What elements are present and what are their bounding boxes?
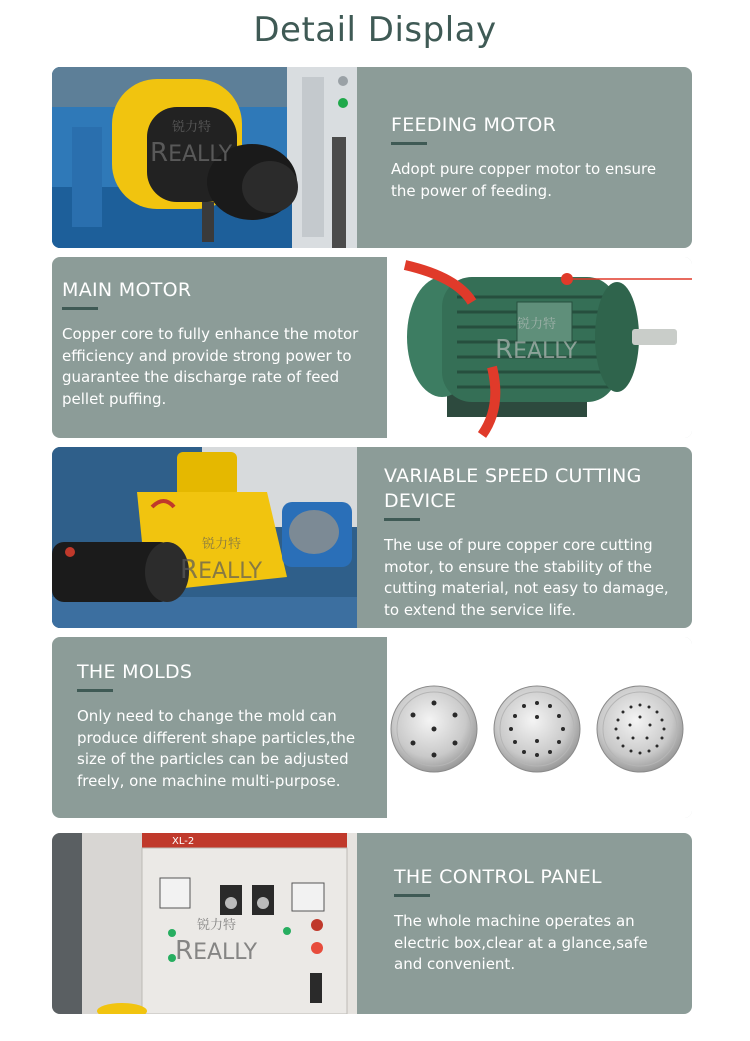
watermark-logo: REALLY 锐力特	[495, 317, 578, 365]
molds-card	[52, 637, 692, 818]
title-underline	[391, 142, 427, 145]
feeding-motor-card	[52, 67, 692, 248]
section-description: Copper core to fully enhance the motor efficiency and provide strong power to guarantee the discharge rate of feed pellet puffing.	[62, 325, 359, 408]
section-description: Only need to change the mold can produce different shape particles,the size of the particles can be adjusted freely, one machine multi-purpose.	[77, 707, 356, 790]
section-title: THE MOLDS	[77, 661, 193, 683]
cutting-device-text	[384, 464, 684, 621]
watermark-logo: REALLY 锐力特	[180, 537, 263, 585]
mold-disc-a	[391, 686, 477, 772]
title-underline	[394, 894, 430, 897]
mold-disc-c	[597, 686, 683, 772]
feeding-motor-text	[391, 113, 681, 202]
section-title: VARIABLE SPEED CUTTING DEVICE	[384, 465, 642, 512]
control-panel-text	[394, 865, 684, 976]
control-panel-card	[52, 833, 692, 1014]
main-motor-card	[52, 257, 692, 438]
main-motor-text	[62, 278, 387, 410]
molds-photo	[387, 637, 692, 818]
cutting-device-card	[52, 447, 692, 628]
watermark-logo: REALLY 锐力特	[175, 918, 258, 966]
section-title: THE CONTROL PANEL	[394, 866, 602, 888]
section-description: Adopt pure copper motor to ensure the power of feeding.	[391, 160, 657, 200]
page-title: Detail Display	[253, 10, 497, 50]
section-title: FEEDING MOTOR	[391, 114, 557, 136]
title-underline	[77, 689, 113, 692]
watermark-logo: REALLY 锐力特	[150, 120, 233, 168]
molds-text	[77, 660, 387, 792]
section-title: MAIN MOTOR	[62, 279, 192, 301]
title-underline	[384, 518, 420, 521]
panel-label: XL-2	[172, 836, 195, 847]
section-description: The use of pure copper core cutting motor, to ensure the stability of the cutting material, not easy to damage, to extend the service life.	[384, 536, 669, 619]
title-underline	[62, 307, 98, 310]
mold-disc-b	[494, 686, 580, 772]
section-description: The whole machine operates an electric box,clear at a glance,safe and convenient.	[394, 912, 648, 973]
